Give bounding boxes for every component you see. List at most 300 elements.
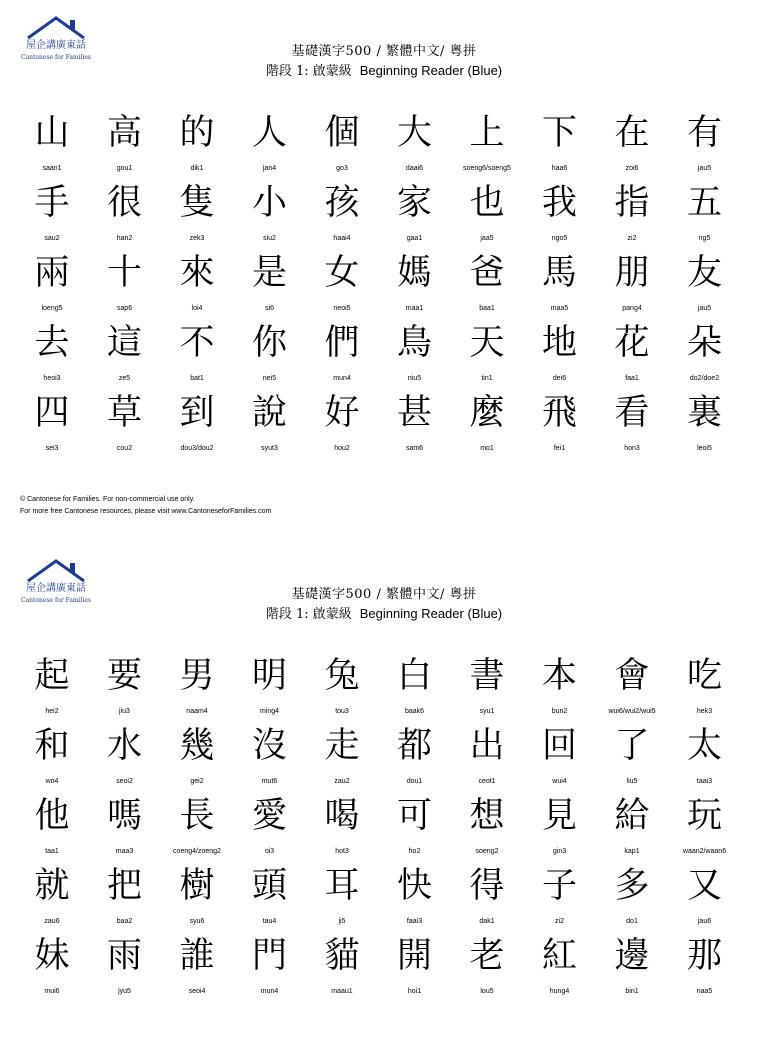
character-card — [669, 108, 741, 178]
hanzi-character: 麼 — [469, 393, 505, 433]
character-card — [306, 861, 378, 931]
hanzi-character: 男 — [179, 656, 215, 696]
hanzi-character: 說 — [251, 393, 287, 433]
title-line-2 — [0, 603, 768, 622]
hanzi-character: 家 — [396, 183, 432, 223]
jyutping-label: gin3 — [552, 848, 567, 855]
jyutping-label: zek3 — [189, 235, 205, 242]
jyutping-label: kap1 — [624, 848, 640, 855]
hanzi-character: 起 — [34, 656, 70, 696]
hanzi-character: 可 — [396, 796, 432, 836]
jyutping-label: siu2 — [263, 235, 276, 242]
jyutping-label: nei5 — [262, 375, 277, 382]
hanzi-character: 飛 — [541, 393, 577, 433]
hanzi-character: 山 — [34, 113, 70, 153]
hanzi-character: 看 — [614, 393, 650, 433]
character-card — [524, 108, 596, 178]
hanzi-character: 門 — [251, 936, 287, 976]
jyutping-label: seoi2 — [116, 778, 133, 785]
jyutping-label: saan1 — [42, 165, 62, 172]
character-card — [234, 388, 306, 458]
character-card — [306, 721, 378, 791]
logo-chinese: 屋企講廣東話 — [26, 583, 86, 594]
character-card — [669, 178, 741, 248]
hanzi-character: 下 — [541, 113, 577, 153]
jyutping-label: bin1 — [625, 988, 639, 995]
hanzi-character: 得 — [469, 866, 505, 906]
character-card — [524, 931, 596, 1001]
jyutping-label: dik1 — [190, 165, 204, 172]
character-card — [669, 388, 741, 458]
jyutping-label: wui6/wui2/wui5 — [608, 708, 656, 715]
title-line-1: 基礎漢字500 / 繁體中文/ 粵拼 — [291, 44, 477, 59]
character-card — [16, 791, 88, 861]
character-card — [451, 108, 523, 178]
title-line-2 — [0, 60, 768, 79]
character-card — [306, 651, 378, 721]
character-card — [669, 721, 741, 791]
jyutping-label: soeng6/soeng5 — [463, 165, 511, 172]
character-card — [89, 931, 161, 1001]
hanzi-character: 見 — [541, 796, 577, 836]
jyutping-label: tin1 — [481, 375, 493, 382]
jyutping-label: hoi1 — [407, 988, 422, 995]
character-card — [234, 178, 306, 248]
jyutping-label: gaa1 — [406, 235, 423, 242]
jyutping-label: cou2 — [116, 445, 133, 452]
character-card — [16, 108, 88, 178]
jyutping-label: loeng5 — [41, 305, 63, 312]
hanzi-character: 女 — [324, 253, 360, 293]
character-card — [451, 388, 523, 458]
footer — [20, 494, 271, 518]
jyutping-label: hek3 — [696, 708, 713, 715]
character-card — [596, 318, 668, 388]
character-card — [89, 651, 161, 721]
jyutping-label: ngo5 — [551, 235, 568, 242]
hanzi-character: 有 — [686, 113, 722, 153]
hanzi-character: 地 — [541, 323, 577, 363]
hanzi-character: 是 — [251, 253, 287, 293]
hanzi-character: 紅 — [541, 936, 577, 976]
hanzi-character: 們 — [324, 323, 360, 363]
character-card — [451, 861, 523, 931]
jyutping-label: mui6 — [44, 988, 60, 995]
hanzi-character: 又 — [686, 866, 722, 906]
jyutping-label: sap6 — [116, 305, 133, 312]
logo-chinese: 屋企講廣東話 — [26, 40, 86, 51]
character-card — [234, 931, 306, 1001]
hanzi-character: 雨 — [106, 936, 142, 976]
hanzi-character: 朵 — [686, 323, 722, 363]
character-card — [524, 791, 596, 861]
hanzi-character: 手 — [34, 183, 70, 223]
character-card — [161, 248, 233, 318]
hanzi-character: 貓 — [324, 936, 360, 976]
jyutping-label: maau1 — [331, 988, 353, 995]
character-card — [161, 791, 233, 861]
jyutping-label: sei3 — [45, 445, 59, 452]
character-card — [596, 388, 668, 458]
hanzi-character: 老 — [469, 936, 505, 976]
character-card — [161, 108, 233, 178]
jyutping-label: baa2 — [116, 918, 133, 925]
jyutping-label: daai6 — [405, 165, 424, 172]
character-card — [234, 108, 306, 178]
jyutping-label: ming4 — [259, 708, 280, 715]
level-english: Beginning Reader (Blue) — [359, 63, 503, 78]
character-card — [16, 861, 88, 931]
hanzi-character: 了 — [614, 726, 650, 766]
hanzi-character: 嗎 — [106, 796, 142, 836]
character-card — [596, 791, 668, 861]
hanzi-character: 也 — [469, 183, 505, 223]
character-card — [379, 318, 451, 388]
hanzi-character: 孩 — [324, 183, 360, 223]
hanzi-character: 邊 — [614, 936, 650, 976]
jyutping-label: fei1 — [553, 445, 566, 452]
jyutping-label: jau5 — [697, 165, 712, 172]
hanzi-character: 這 — [106, 323, 142, 363]
character-card — [234, 318, 306, 388]
worksheet-1 — [0, 0, 768, 515]
jyutping-label: sau2 — [44, 235, 60, 242]
character-card — [161, 721, 233, 791]
character-card — [161, 178, 233, 248]
character-card — [379, 388, 451, 458]
character-card — [379, 931, 451, 1001]
character-card — [16, 651, 88, 721]
jyutping-label: mun4 — [333, 375, 351, 382]
worksheet-2 — [0, 543, 768, 1053]
hanzi-character: 快 — [396, 866, 432, 906]
jyutping-label: dou1 — [406, 778, 423, 785]
jyutping-label: gei2 — [190, 778, 204, 785]
hanzi-character: 不 — [179, 323, 215, 363]
character-card — [89, 318, 161, 388]
jyutping-label: syu1 — [479, 708, 495, 715]
jyutping-label: taai3 — [696, 778, 713, 785]
hanzi-character: 喝 — [324, 796, 360, 836]
hanzi-character: 草 — [106, 393, 142, 433]
jyutping-label: coeng4/zoeng2 — [173, 848, 221, 855]
hanzi-character: 十 — [106, 253, 142, 293]
jyutping-label: naam4 — [186, 708, 208, 715]
jyutping-label: mut6 — [261, 778, 278, 785]
jyutping-label: haa6 — [551, 165, 568, 172]
jyutping-label: syu6 — [189, 918, 205, 925]
jyutping-label: niu5 — [407, 375, 422, 382]
jyutping-label: oi3 — [264, 848, 275, 855]
hanzi-character: 書 — [469, 656, 505, 696]
jyutping-label: waan2/waan6 — [682, 848, 727, 855]
character-card — [234, 861, 306, 931]
jyutping-label: pang4 — [622, 305, 642, 312]
jyutping-label: faa1 — [625, 375, 639, 382]
hanzi-character: 大 — [396, 113, 432, 153]
hanzi-character: 個 — [324, 113, 360, 153]
hanzi-character: 要 — [106, 656, 142, 696]
hanzi-character: 樹 — [179, 866, 215, 906]
character-card — [306, 108, 378, 178]
character-card — [234, 791, 306, 861]
character-card — [379, 651, 451, 721]
hanzi-character: 在 — [614, 113, 650, 153]
hanzi-character: 你 — [251, 323, 287, 363]
hanzi-character: 馬 — [541, 253, 577, 293]
hanzi-character: 好 — [324, 393, 360, 433]
character-card — [451, 318, 523, 388]
jyutping-label: leoi5 — [697, 445, 712, 452]
character-card — [161, 388, 233, 458]
character-card — [161, 651, 233, 721]
character-card — [524, 178, 596, 248]
character-card — [379, 178, 451, 248]
jyutping-label: jaa5 — [480, 235, 494, 242]
hanzi-character: 五 — [686, 183, 722, 223]
jyutping-label: go3 — [336, 165, 348, 172]
character-card — [89, 861, 161, 931]
hanzi-character: 水 — [106, 726, 142, 766]
jyutping-label: mun4 — [260, 988, 279, 995]
hanzi-character: 吃 — [686, 656, 722, 696]
character-card — [306, 388, 378, 458]
character-card — [89, 721, 161, 791]
character-card — [89, 108, 161, 178]
character-card — [596, 178, 668, 248]
character-card — [451, 178, 523, 248]
hanzi-character: 誰 — [179, 936, 215, 976]
character-card — [451, 931, 523, 1001]
hanzi-character: 媽 — [396, 253, 432, 293]
title-line-1: 基礎漢字500 / 繁體中文/ 粵拼 — [291, 587, 477, 602]
jyutping-label: mo1 — [480, 445, 494, 452]
jyutping-label: ze5 — [118, 375, 131, 382]
jyutping-label: hot3 — [335, 848, 349, 855]
hanzi-character: 本 — [541, 656, 577, 696]
hanzi-character: 出 — [469, 726, 505, 766]
character-card — [596, 861, 668, 931]
jyutping-label: syut3 — [261, 445, 278, 452]
jyutping-label: do2/doe2 — [689, 375, 720, 382]
character-card — [524, 651, 596, 721]
character-card — [16, 931, 88, 1001]
hanzi-character: 把 — [106, 866, 142, 906]
jyutping-label: ho2 — [408, 848, 421, 855]
jyutping-label: tou3 — [335, 708, 349, 715]
hanzi-character: 花 — [614, 323, 650, 363]
logo-english: Cantonese for Families — [20, 597, 92, 604]
character-card — [524, 721, 596, 791]
jyutping-label: jau6 — [697, 918, 712, 925]
hanzi-character: 沒 — [251, 726, 287, 766]
jyutping-label: hon3 — [624, 445, 640, 452]
jyutping-label: wui4 — [552, 778, 567, 785]
hanzi-character: 子 — [541, 866, 577, 906]
hanzi-character: 多 — [614, 866, 650, 906]
jyutping-label: ceot1 — [478, 778, 496, 785]
jyutping-label: seoi4 — [188, 988, 206, 995]
character-card — [379, 248, 451, 318]
level-chinese: 階段 1: 啟蒙級 — [265, 64, 352, 79]
hanzi-character: 人 — [251, 113, 287, 153]
jyutping-label: dei6 — [552, 375, 567, 382]
hanzi-character: 到 — [179, 393, 215, 433]
hanzi-character: 走 — [324, 726, 360, 766]
hanzi-character: 都 — [396, 726, 432, 766]
hanzi-character: 白 — [396, 656, 432, 696]
jyutping-label: zoi6 — [625, 165, 639, 172]
jyutping-label: jiu3 — [119, 708, 130, 715]
jyutping-label: loi4 — [191, 305, 203, 312]
hanzi-character: 小 — [251, 183, 287, 223]
character-card — [16, 248, 88, 318]
hanzi-character: 來 — [179, 253, 215, 293]
character-card — [306, 931, 378, 1001]
jyutping-label: jau5 — [697, 305, 712, 312]
jyutping-label: taa1 — [45, 848, 59, 855]
jyutping-label: lou5 — [480, 988, 494, 995]
jyutping-label: haai4 — [333, 235, 351, 242]
hanzi-character: 幾 — [179, 726, 215, 766]
character-card — [89, 178, 161, 248]
level-chinese: 階段 1: 啟蒙級 — [265, 607, 352, 622]
hanzi-character: 回 — [541, 726, 577, 766]
character-card — [669, 791, 741, 861]
character-card — [89, 388, 161, 458]
jyutping-label: wo4 — [45, 778, 59, 785]
hanzi-character: 明 — [251, 656, 287, 696]
hanzi-character: 我 — [541, 183, 577, 223]
character-card — [234, 248, 306, 318]
jyutping-label: hei2 — [45, 708, 59, 715]
character-card — [451, 721, 523, 791]
jyutping-label: ng5 — [698, 235, 711, 242]
hanzi-character: 太 — [686, 726, 722, 766]
jyutping-label: tau4 — [262, 918, 277, 925]
hanzi-character: 他 — [34, 796, 70, 836]
character-card — [451, 791, 523, 861]
hanzi-character: 去 — [34, 323, 70, 363]
character-card — [16, 178, 88, 248]
character-card — [161, 861, 233, 931]
hanzi-character: 鳥 — [396, 323, 432, 363]
copyright-text: © Cantonese for Families. For non-commercial use only. — [20, 496, 195, 503]
hanzi-character: 兩 — [34, 253, 70, 293]
jyutping-label: heoi3 — [43, 375, 61, 382]
character-card — [306, 318, 378, 388]
logo-english: Cantonese for Families — [20, 54, 92, 61]
character-grid — [20, 651, 745, 1016]
hanzi-character: 那 — [686, 936, 722, 976]
jyutping-label: si6 — [265, 305, 274, 312]
hanzi-character: 指 — [614, 183, 650, 223]
character-card — [451, 651, 523, 721]
jyutping-label: baa1 — [479, 305, 495, 312]
hanzi-character: 頭 — [251, 866, 287, 906]
jyutping-label: zau2 — [334, 778, 350, 785]
character-card — [669, 248, 741, 318]
character-card — [16, 388, 88, 458]
character-card — [379, 791, 451, 861]
hanzi-character: 兔 — [324, 656, 360, 696]
hanzi-character: 甚 — [396, 393, 432, 433]
character-card — [596, 108, 668, 178]
jyutping-label: maa3 — [115, 848, 134, 855]
hanzi-character: 長 — [179, 796, 215, 836]
character-card — [669, 318, 741, 388]
character-grid — [20, 108, 745, 473]
hanzi-character: 友 — [686, 253, 722, 293]
hanzi-character: 很 — [106, 183, 142, 223]
hanzi-character: 四 — [34, 393, 70, 433]
character-card — [669, 651, 741, 721]
character-card — [306, 248, 378, 318]
character-card — [524, 388, 596, 458]
jyutping-label: dou3/dou2 — [180, 445, 214, 452]
jyutping-label: jyu5 — [118, 988, 131, 995]
jyutping-label: soeng2 — [475, 848, 499, 855]
character-card — [16, 318, 88, 388]
jyutping-label: bun2 — [551, 708, 568, 715]
character-card — [379, 721, 451, 791]
character-card — [524, 248, 596, 318]
jyutping-label: ji5 — [338, 918, 346, 925]
hanzi-character: 開 — [396, 936, 432, 976]
hanzi-character: 就 — [34, 866, 70, 906]
character-card — [234, 651, 306, 721]
jyutping-label: faai3 — [406, 918, 423, 925]
jyutping-label: han2 — [116, 235, 133, 242]
character-card — [596, 721, 668, 791]
hanzi-character: 和 — [34, 726, 70, 766]
hanzi-character: 耳 — [324, 866, 360, 906]
jyutping-label: do1 — [626, 918, 638, 925]
hanzi-character: 裏 — [686, 393, 722, 433]
level-english: Beginning Reader (Blue) — [359, 606, 503, 621]
jyutping-label: gou1 — [116, 165, 133, 172]
jyutping-label: zi2 — [555, 918, 564, 925]
hanzi-character: 上 — [469, 113, 505, 153]
character-card — [379, 108, 451, 178]
jyutping-label: zau6 — [44, 918, 60, 925]
hanzi-character: 玩 — [686, 796, 722, 836]
jyutping-label: hung4 — [549, 988, 570, 995]
jyutping-label: zi2 — [627, 235, 637, 242]
jyutping-label: naa5 — [696, 988, 713, 995]
character-card — [379, 861, 451, 931]
character-card — [306, 178, 378, 248]
character-card — [596, 248, 668, 318]
character-card — [306, 791, 378, 861]
hanzi-character: 天 — [469, 323, 505, 363]
hanzi-character: 隻 — [179, 183, 215, 223]
jyutping-label: dak1 — [479, 918, 495, 925]
jyutping-label: maa1 — [405, 305, 424, 312]
character-card — [161, 318, 233, 388]
jyutping-label: jan4 — [262, 165, 277, 172]
hanzi-character: 朋 — [614, 253, 650, 293]
character-card — [234, 721, 306, 791]
hanzi-character: 想 — [469, 796, 505, 836]
hanzi-character: 的 — [179, 113, 215, 153]
jyutping-label: sam6 — [405, 445, 424, 452]
resources-text: For more free Cantonese resources, please visit www.CantoneseforFamilies.com — [20, 508, 272, 515]
character-card — [89, 791, 161, 861]
jyutping-label: bat1 — [190, 375, 204, 382]
jyutping-label: neoi5 — [333, 305, 351, 312]
character-card — [524, 861, 596, 931]
